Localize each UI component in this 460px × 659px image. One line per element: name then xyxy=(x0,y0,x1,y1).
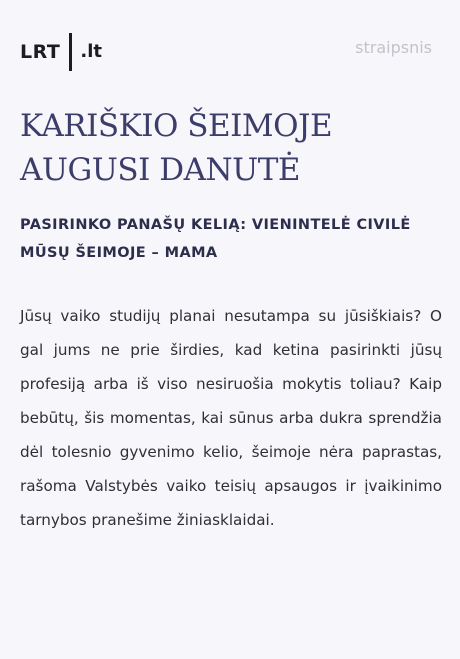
category-label: straipsnis xyxy=(355,38,432,57)
article-subtitle: PASIRINKO PANAŠŲ KELIĄ: VIENINTELĖ CIVILĖ MŪSŲ ŠEIMOJE – MAMA xyxy=(20,217,411,261)
article-title: KARIŠKIO ŠEIMOJE AUGUSI DANUTĖ xyxy=(20,108,333,188)
logo-lrt-text: LRT xyxy=(20,41,61,63)
logo-lt-text: .lt xyxy=(80,41,102,62)
header xyxy=(20,32,432,72)
logo-divider xyxy=(69,33,72,71)
article-body: Jūsų vaiko studijų planai nesutampa su jūsiškiais? O gal jums ne prie širdies, kad ketina pasirinkti jūsų profesiją arba iš viso nesiruošia mokytis toliau? Kaip bebūtų, šis momentas, kai sūnus arba dukra sprendžia dėl tolesnio gyvenimo kelio, šeimoje nėra paprastas, rašoma Valstybės vaiko teisių apsaugos ir įvaikinimo tarnybos pranešime žiniasklaidai. xyxy=(20,307,442,529)
lrt-logo[interactable] xyxy=(20,32,102,72)
